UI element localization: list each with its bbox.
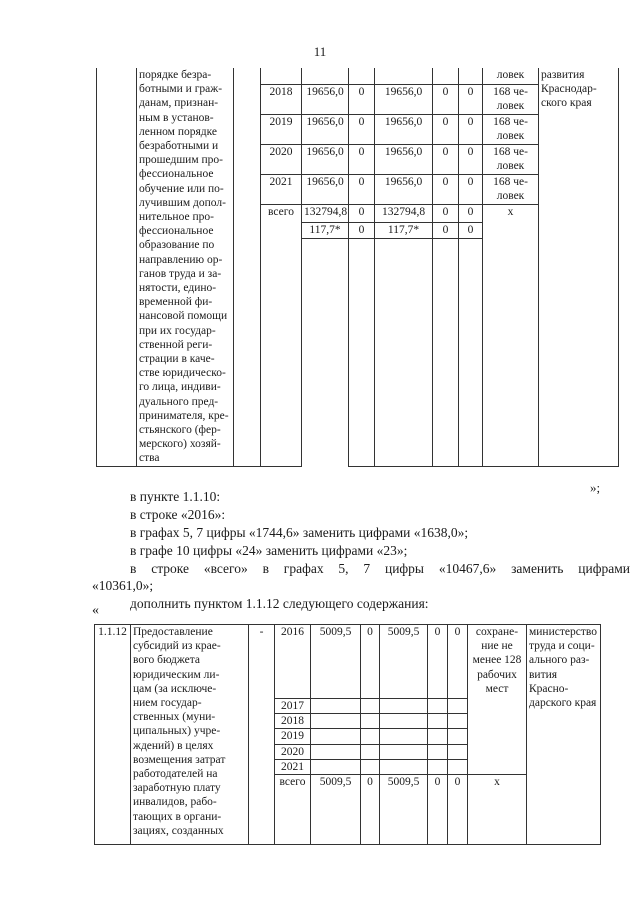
result-cell: сохране- ние не менее 128 рабочих мест [468,625,527,775]
table-row: 2020 [95,744,601,759]
table-row: 2018 [95,714,601,729]
executor-cell: развития Краснодар- ского края [539,68,619,466]
table-row: 1.1.12 Предоставление субсидий из крае- вого бюджета юридическим ли- цам (за исключе- нием государ- ственных (муни- ципальных) учре- ждений) в целях возмещения затрат работодателей на заработную плату инвалидов, рабо- тающих в органи- зациях, созданных - 2016 5009,5 0 5009,5 0 0 сохране- ние не менее 128 рабочих мест министерство труда и соци- ального раз- вития Красно- дарского края [95,625,601,699]
item-number: 1.1.12 [95,625,131,845]
table-row-total: всего 132794,8 0 132794,8 0 0 х [97,204,619,222]
text-line: в графе 10 цифры «24» заменить цифрами «23»; [130,543,408,558]
table-row: 2019 19656,0 0 19656,0 0 0 168 че- ловек [97,114,619,144]
table-row: 2020 19656,0 0 19656,0 0 0 168 че- ловек [97,144,619,174]
status-cell [234,68,261,466]
event-description: порядке безра- ботными и граж- данам, признан- ным в установ- ленном порядке безработными и прошедшим про- фессиональное обучение или по- лучившим допол- нительное про- фессиональное образование по направлению ор- ганов труда и за- нятости, едино- временной фи- нансовой помощи при их государ- ственной реги- страции в каче- стве юридическо- го лица, индиви- дуального пред- принимателя, кре- стьянского (фер- мерского) хозяй- ства [137,68,234,466]
table-row: 2018 19656,0 0 19656,0 0 0 168 че- ловек [97,84,619,114]
text-line: в строке «2016»: [130,507,226,522]
program-table-continuation [96,68,619,467]
closing-quote: »; [590,480,601,495]
text-line: дополнить пунктом 1.1.12 следующего содержания: [130,596,429,611]
table-row: 2019 [95,729,601,744]
status-cell: - [249,625,275,845]
opening-quote: « [92,603,99,618]
text-line: в пункте 1.1.10: [130,489,221,504]
event-description: Предоставление субсидий из крае- вого бюджета юридическим ли- цам (за исключе- нием государ- ственных (муни- ципальных) учре- ждений) в целях возмещения затрат работодателей на заработную плату инвалидов, рабо- тающих в органи- зациях, созданных [131,625,249,845]
table-row-total-extra: 117,7* 0 117,7* 0 0 [97,222,619,238]
page-number: 11 [313,44,327,59]
table-row: 2021 19656,0 0 19656,0 0 0 168 че- ловек [97,174,619,204]
table-row: 2017 [95,699,601,714]
item-number-cell [97,68,137,466]
text-line: «10361,0»; [92,578,154,593]
text-line: в строке «всего» в графах 5, 7 цифры «10467,6» заменить цифрами [130,561,630,576]
table-row: 2021 [95,759,601,774]
text-line: в графах 5, 7 цифры «1744,6» заменить цифрами «1638,0»; [130,525,469,540]
table-row-total: всего 5009,5 0 5009,5 0 0 х [95,775,601,845]
program-table-new-item [94,624,601,845]
executor-cell: министерство труда и соци- ального раз- вития Красно- дарского края [527,625,601,845]
result-cell: ловек [483,68,539,84]
